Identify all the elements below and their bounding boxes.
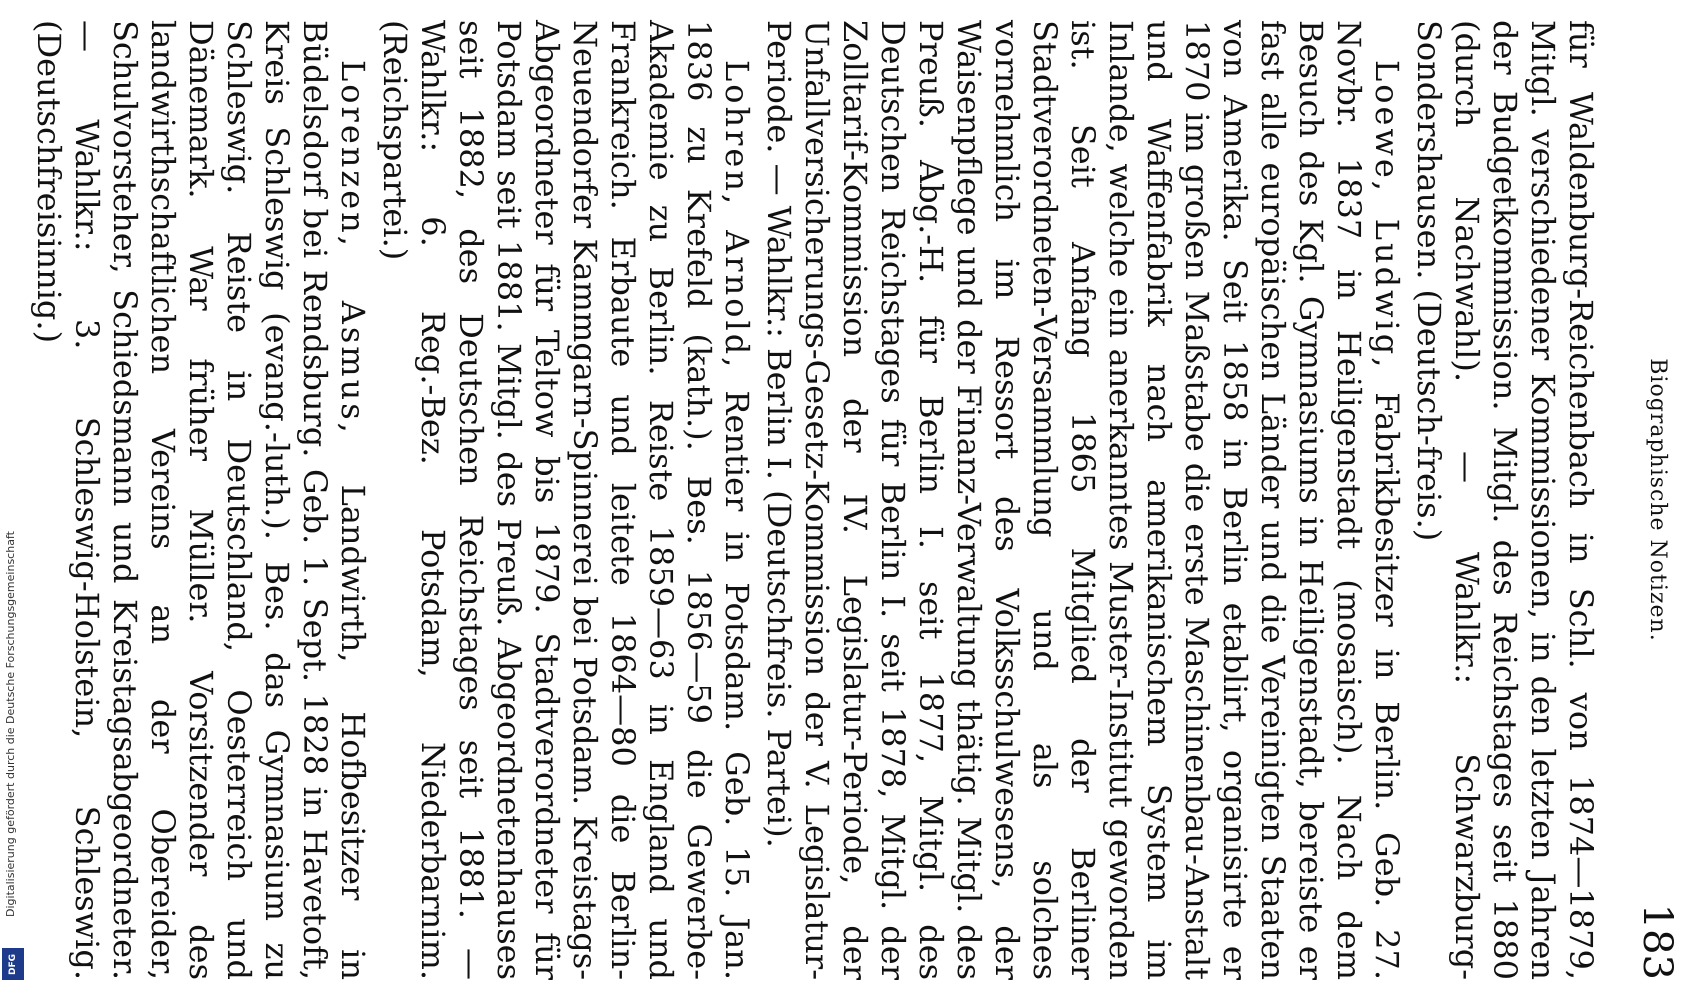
dfg-logo: DFG [2, 948, 24, 980]
credit-text: Digitalisierung gefördert durch die Deutsche Forschungsgemeinschaft [4, 531, 17, 917]
body-text [26, 20, 1600, 980]
entry-continuation [1410, 20, 1600, 980]
page-header [1610, 20, 1680, 980]
rotated-page-content [30, 20, 1680, 981]
entry-name: Loewe, Ludwig, [1368, 60, 1406, 371]
entry-name: Lorenzen, Asmus, [334, 60, 372, 436]
entry-lorenzen [30, 20, 372, 980]
running-head: Biographische Notizen. [1645, 358, 1670, 642]
entry-loewe [760, 20, 1406, 980]
digitization-credit [0, 0, 30, 1000]
entry-text: Rentier in Potsdam. Geb. 15. Jan. 1836 zu Krefeld (kath.). Bes. 1856—59 die Gewerbe-Akademie zu Berlin. Reiste 1859—63 in England und Frankreich. Erbaute und leitete 1864—80 die Berlin-Neuendorfer Kammgarn-Spinnerei bei Potsdam. Kreistags-Abgeordneter für Teltow bis 1879. Stadtverordneter für Potsdam seit 1881. Mitgl. des Preuß. Abgeordnetenhauses seit 1882, des Deutschen Reichstages seit 1881. — Wahlkr.: 6. Reg.-Bez. Potsdam, Niederbarnim. (Reichspartei.) [376, 20, 756, 981]
entry-text: Landwirth, Hofbesitzer in Büdelsdorf bei Rendsburg. Geb. 1. Sept. 1828 in Havetoft, Kreis Schleswig (evang.-luth.). Bes. das Gymnasium zu Schleswig. Reiste in Deutschland, Oesterreich und Dänemark. War früher Müller. Vorsitzender des landwirthschaftlichen Vereins an der Obereider, Schulvorsteher, Schiedsmann und Kreistagsabgeordneter. — Wahlkr.: 3. Schleswig-Holstein, Schleswig. (Deutschfreisinnig.) [30, 20, 372, 981]
page-number: 183 [1634, 903, 1680, 980]
entry-name: Lohren, Arnold, [718, 60, 756, 371]
entry-lohren [376, 20, 756, 980]
entry-text: für Waldenburg-Reichenbach in Schl. von 1874—1879, Mitgl. verschiedener Kommissionen, in den letzten Jahren der Budgetkommission. Mitgl. des Reichstages seit 1880 (durch Nachwahl). — Wahlkr.: Schwarzburg-Sondershausen. (Deutsch-freis.) [1410, 20, 1600, 980]
entry-text: Fabrikbesitzer in Berlin. Geb. 27. Novbr. 1837 in Heiligenstadt (mosaisch). Nach dem Besuch des Kgl. Gymnasiums in Heiligenstadt, bereiste er fast alle europäischen Länder und die Vereinigten Staaten von Amerika. Seit 1858 in Berlin etablirt, organisirte er 1870 im großen Maßstabe die erste Maschinenbau-Anstalt und Waffenfabrik nach amerikanischem System im Inlande, welche ein anerkanntes Muster-Institut geworden ist. Seit Anfang 1865 Mitglied der Berliner Stadtverordneten-Versammlung und als solches vornehmlich im Ressort des Volksschulwesens, der Waisenpflege und der Finanz-Verwaltung thätig. Mitgl. des Preuß. Abg.-H. für Berlin I. seit 1877, Mitgl. des Deutschen Reichstages für Berlin I. seit 1878, Mitgl. der Zolltarif-Kommission der IV. Legislatur-Periode, der Unfallversicherungs-Gesetz-Kommission der V. Legislatur-Periode. — Wahlkr.: Berlin I. (Deutschfreis. Partei). [760, 20, 1406, 981]
